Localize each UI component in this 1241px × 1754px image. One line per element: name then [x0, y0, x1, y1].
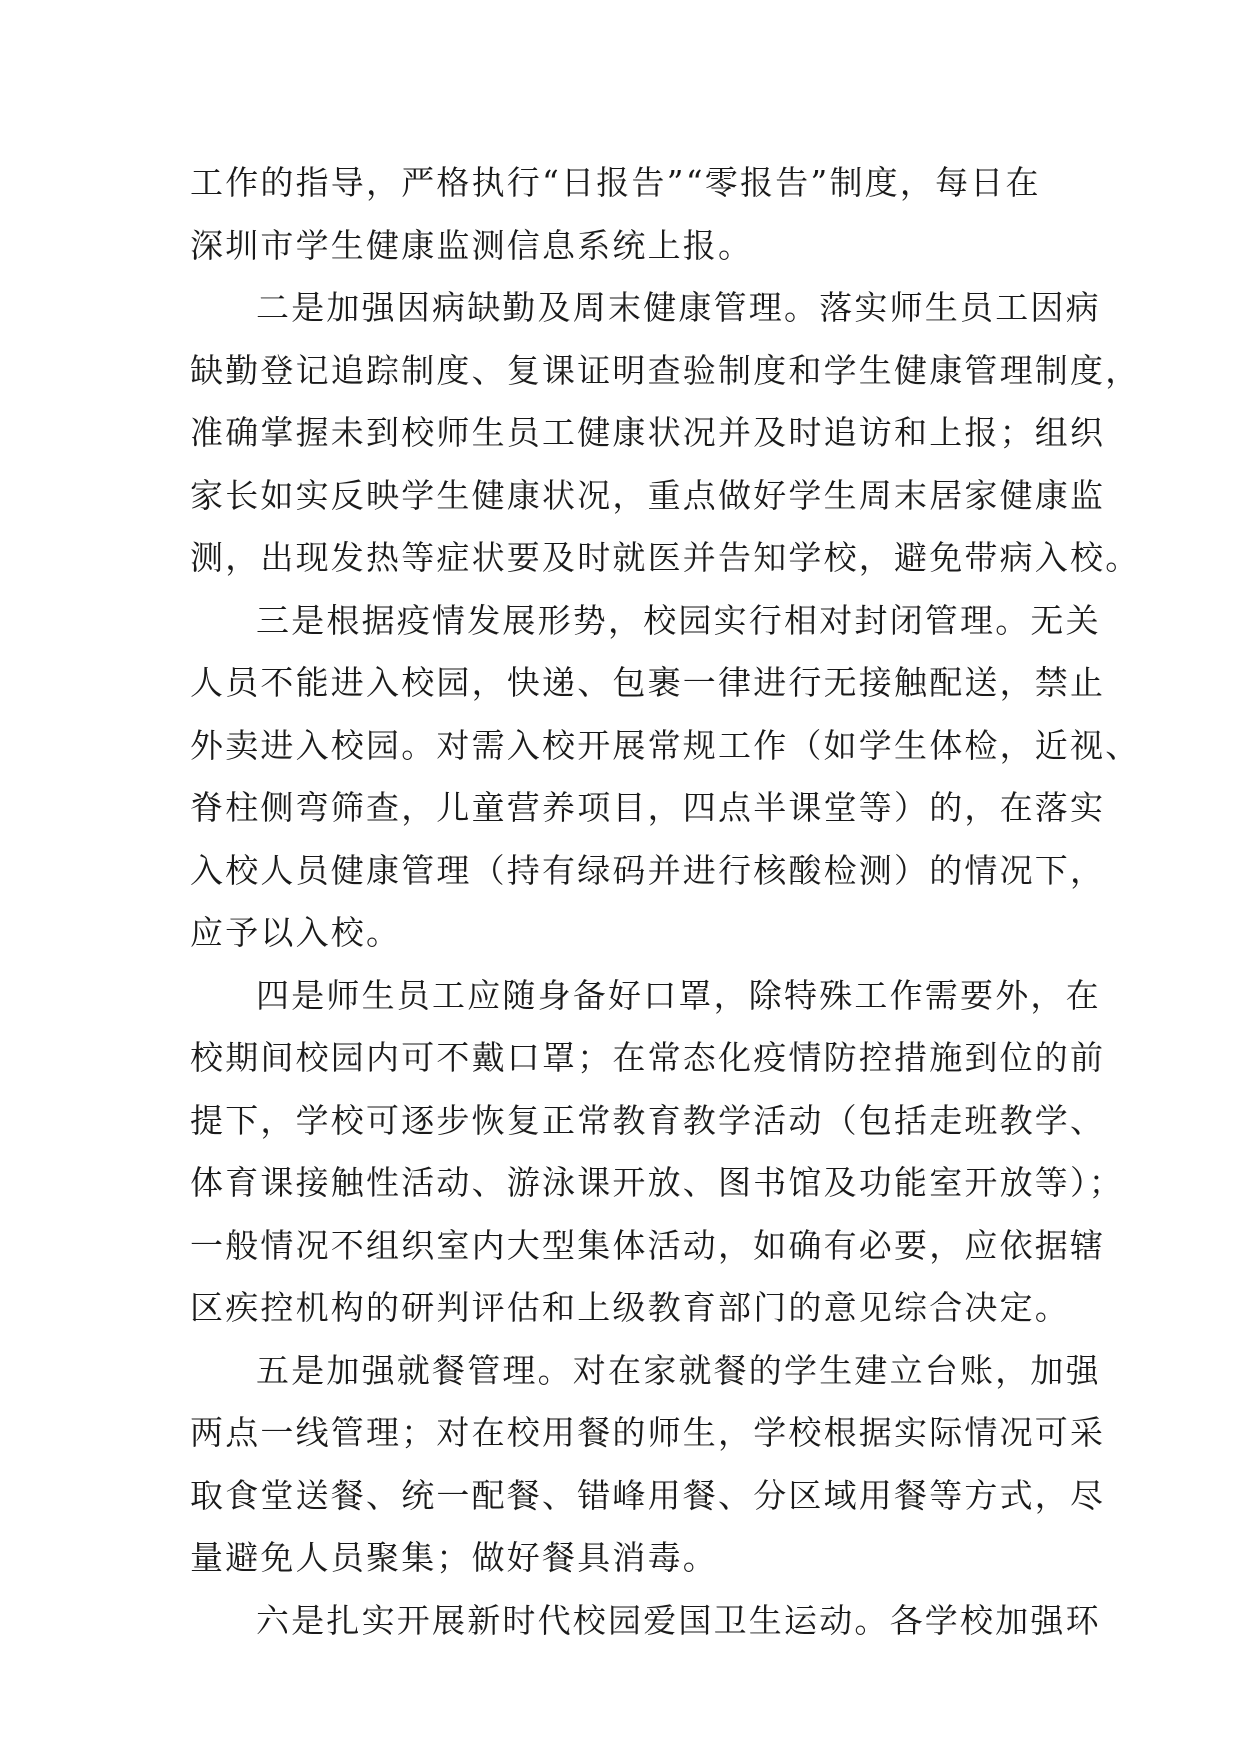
text-line: 提下，学校可逐步恢复正常教育教学活动（包括走班教学、: [190, 1100, 1106, 1140]
text-line: 体育课接触性活动、游泳课开放、图书馆及功能室开放等）；: [190, 1163, 1124, 1202]
text-line: 缺勤登记追踪制度、复课证明查验制度和学生健康管理制度，: [190, 350, 1141, 390]
text-line: 校期间校园内可不戴口罩；在常态化疫情防控措施到位的前: [190, 1038, 1106, 1077]
paragraph-start-line: 三是根据疫情发展形势，校园实行相对封闭管理。无关: [256, 600, 1101, 640]
text-line: 家长如实反映学生健康状况，重点做好学生周末居家健康监: [190, 475, 1106, 515]
text-line: 应予以入校。: [190, 913, 402, 952]
paragraph-start-line: 五是加强就餐管理。对在家就餐的学生建立台账，加强: [256, 1350, 1101, 1390]
text-line: 测，出现发热等症状要及时就医并告知学校，避免带病入校。: [190, 538, 1141, 577]
text-line: 人员不能进入校园，快递、包裹一律进行无接触配送，禁止: [190, 663, 1106, 702]
text-line: 深圳市学生健康监测信息系统上报。: [190, 225, 754, 265]
paragraph-start-line: 六是扎实开展新时代校园爱国卫生运动。各学校加强环: [256, 1600, 1101, 1640]
text-line: 一般情况不组织室内大型集体活动，如确有必要，应依据辖: [190, 1225, 1106, 1265]
text-line: 两点一线管理；对在校用餐的师生，学校根据实际情况可采: [190, 1413, 1106, 1452]
text-line: 脊柱侧弯筛查，儿童营养项目，四点半课堂等）的，在落实: [190, 788, 1106, 827]
paragraph-start-line: 四是师生员工应随身备好口罩，除特殊工作需要外，在: [256, 975, 1101, 1015]
text-line: 区疾控机构的研判评估和上级教育部门的意见综合决定。: [190, 1288, 1070, 1327]
text-line: 准确掌握未到校师生员工健康状况并及时追访和上报；组织: [190, 413, 1106, 452]
paragraph-start-line: 二是加强因病缺勤及周末健康管理。落实师生员工因病: [256, 288, 1101, 327]
text-line: 工作的指导，严格执行“日报告”“零报告”制度，每日在: [190, 163, 1041, 202]
document-body: [190, 152, 1141, 1652]
text-line: 量避免人员聚集；做好餐具消毒。: [190, 1538, 718, 1577]
text-line: 外卖进入校园。对需入校开展常规工作（如学生体检，近视、: [190, 725, 1141, 765]
text-line: 入校人员健康管理（持有绿码并进行核酸检测）的情况下，: [190, 850, 1106, 890]
text-line: 取食堂送餐、统一配餐、错峰用餐、分区域用餐等方式，尽: [190, 1475, 1106, 1515]
